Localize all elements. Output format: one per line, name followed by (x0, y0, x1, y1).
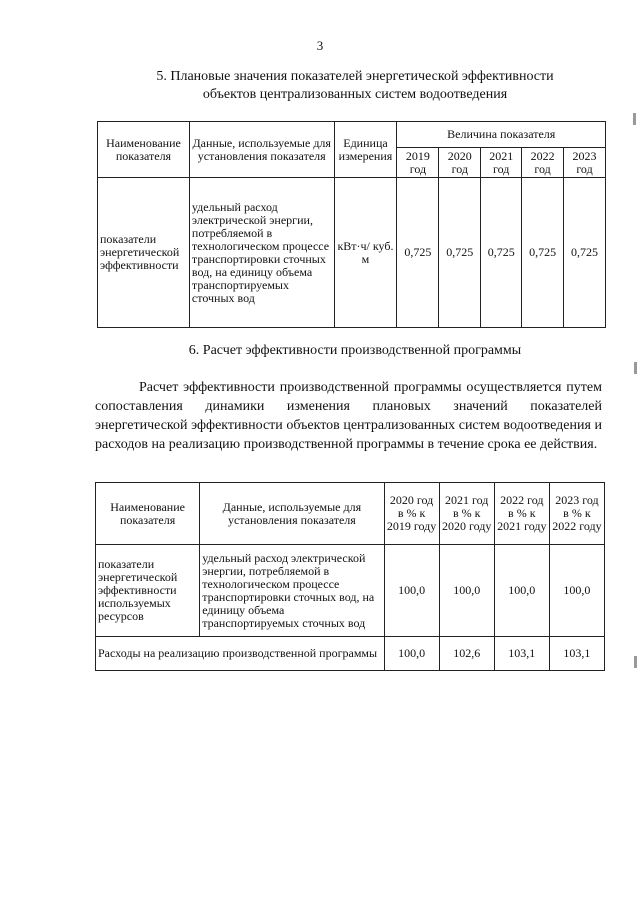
t2-row2-name: Расходы на реализацию производственной программы (96, 637, 385, 671)
t1-header-year: 2023 год (564, 148, 606, 178)
page-number: 3 (316, 38, 324, 53)
t2-header-period: 2021 год в % к 2020 году (439, 483, 494, 545)
table-row (96, 637, 605, 671)
t2-row2-value: 103,1 (494, 637, 549, 671)
section-5-title-line2: объектов централизованных систем водоотведения (202, 87, 508, 102)
t2-row1-value: 100,0 (494, 545, 549, 637)
t2-header-data: Данные, используемые для установления показателя (200, 483, 384, 545)
t1-header-year: 2019 год (397, 148, 439, 178)
t1-header-value: Величина показателя (397, 122, 606, 148)
t2-row2-value: 102,6 (439, 637, 494, 671)
scan-edge-mark (634, 362, 637, 374)
t1-header-year: 2021 год (481, 148, 522, 178)
t1-header-unit: Единица измерения (334, 122, 397, 178)
section-5-title-line1: 5. Плановые значения показателей энергетической эффективности (156, 69, 554, 84)
t1-row-name: показатели энергетической эффективности (98, 178, 190, 328)
t2-row2-value: 103,1 (549, 637, 604, 671)
t2-header-period: 2023 год в % к 2022 году (549, 483, 604, 545)
t2-row1-value: 100,0 (439, 545, 494, 637)
scan-edge-mark (633, 113, 636, 125)
t1-row-value: 0,725 (522, 178, 564, 328)
scan-edge-mark (634, 656, 637, 668)
t1-header-year: 2020 год (439, 148, 481, 178)
t1-row-data: удельный расход электрической энергии, потребляемой в технологическом процессе транспортировки сточных вод, на единицу объема транспортируемых сточных вод (189, 178, 334, 328)
t2-row1-value: 100,0 (384, 545, 439, 637)
section-5-title (95, 68, 615, 104)
t1-row-value: 0,725 (439, 178, 481, 328)
t2-header-period: 2022 год в % к 2021 году (494, 483, 549, 545)
t2-header-period: 2020 год в % к 2019 году (384, 483, 439, 545)
t2-row2-value: 100,0 (384, 637, 439, 671)
t1-header-data: Данные, используемые для установления показателя (189, 122, 334, 178)
t1-row-value: 0,725 (481, 178, 522, 328)
program-efficiency-table (95, 482, 605, 671)
section-6-title: 6. Расчет эффективности производственной программы (188, 343, 522, 358)
t2-header-name: Наименование показателя (96, 483, 200, 545)
t1-row-value: 0,725 (564, 178, 606, 328)
section-6-paragraph: Расчет эффективности производственной программы осуществляется путем сопоставления динамики изменения плановых значений показателей энергетической эффективности объектов централизованных систем водоотведения и расходов на реализацию производственной программы в течение срока ее действия. (95, 380, 602, 452)
t1-row-value: 0,725 (397, 178, 439, 328)
t2-row1-name: показатели энергетической эффективности используемых ресурсов (96, 545, 200, 637)
energy-efficiency-targets-table (97, 121, 606, 328)
t2-row1-value: 100,0 (549, 545, 604, 637)
t1-header-name: Наименование показателя (98, 122, 190, 178)
t1-header-year: 2022 год (522, 148, 564, 178)
table-row (96, 545, 605, 637)
t2-row1-data: удельный расход электрической энергии, потребляемой в технологическом процессе транспортировки сточных вод, на единицу объема транспортируемых сточных вод (200, 545, 384, 637)
t1-row-unit: кВт·ч/ куб. м (334, 178, 397, 328)
table-row (98, 178, 606, 328)
